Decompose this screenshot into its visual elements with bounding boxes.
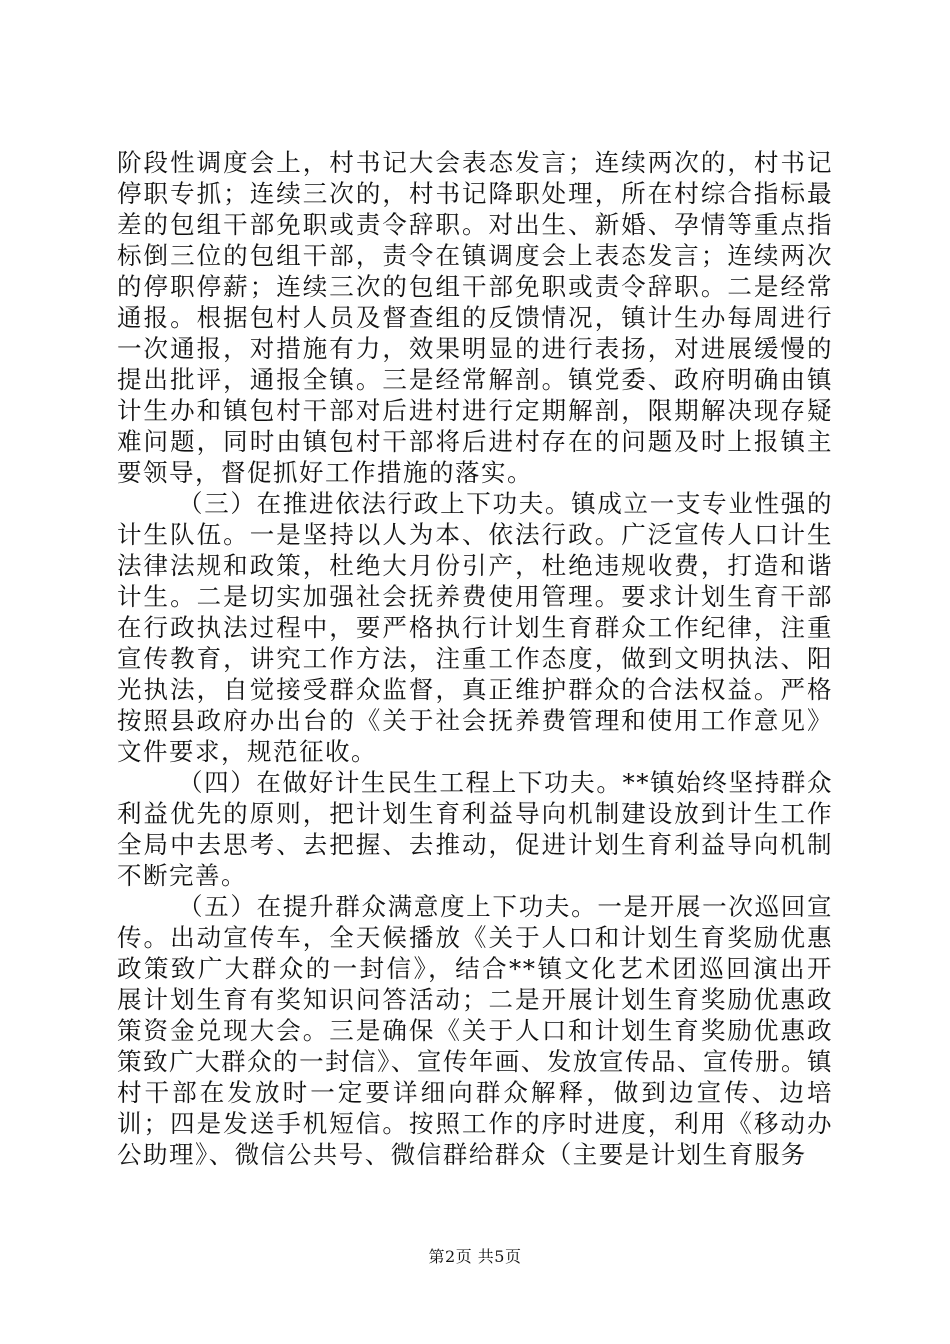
paragraph-continued: 阶段性调度会上，村书记大会表态发言；连续两次的，村书记停职专抓；连续三次的，村书记降职处理，所在村综合指标最差的包组干部免职或责令辞职。对出生、新婚、孕情等重点指标倒三位的包组干部，责令在镇调度会上表态发言；连续两次的停职停薪；连续三次的包组干部免职或责令辞职。二是经常通报。根据包村人员及督查组的反馈情况，镇计生办每周进行一次通报，对措施有力，效果明显的进行表扬，对进展缓慢的提出批评，通报全镇。三是经常解剖。镇党委、政府明确由镇计生办和镇包村干部对后进村进行定期解剖，限期解决现存疑难问题，同时由镇包村干部将后进村存在的问题及时上报镇主要领导，督促抓好工作措施的落实。	[117, 148, 833, 487]
paragraph-section-5: （五）在提升群众满意度上下功夫。一是开展一次巡回宣传。出动宣传车，全天候播放《关于人口和计划生育奖励优惠政策致广大群众的一封信》，结合**镇文化艺术团巡回演出开展计划生育有奖知识问答活动；二是开展计划生育奖励优惠政策资金兑现大会。三是确保《关于人口和计划生育奖励优惠政策致广大群众的一封信》、宣传年画、发放宣传品、宣传册。镇村干部在发放时一定要详细向群众解释，做到边宣传、边培训；四是发送手机短信。按照工作的序时进度，利用《移动办公助理》、微信公共号、微信群给群众（主要是计划生育服务	[117, 892, 833, 1169]
document-body	[117, 147, 833, 1170]
paragraph-section-4: （四）在做好计生民生工程上下功夫。**镇始终坚持群众利益优先的原则，把计划生育利益导向机制建设放到计生工作全局中去思考、去把握、去推动，促进计划生育利益导向机制不断完善。	[117, 768, 833, 890]
page-number-footer: 第2页 共5页	[428, 1247, 522, 1266]
paragraph-section-3: （三）在推进依法行政上下功夫。镇成立一支专业性强的计生队伍。一是坚持以人为本、依法行政。广泛宣传人口计生法律法规和政策，杜绝大月份引产，杜绝违规收费，打造和谐计生。二是切实加强社会抚养费使用管理。要求计划生育干部在行政执法过程中，要严格执行计划生育群众工作纪律，注重宣传教育，讲究工作方法，注重工作态度，做到文明执法、阳光执法，自觉接受群众监督，真正维护群众的合法权益。严格按照县政府办出台的《关于社会抚养费管理和使用工作意见》文件要求，规范征收。	[117, 489, 833, 766]
